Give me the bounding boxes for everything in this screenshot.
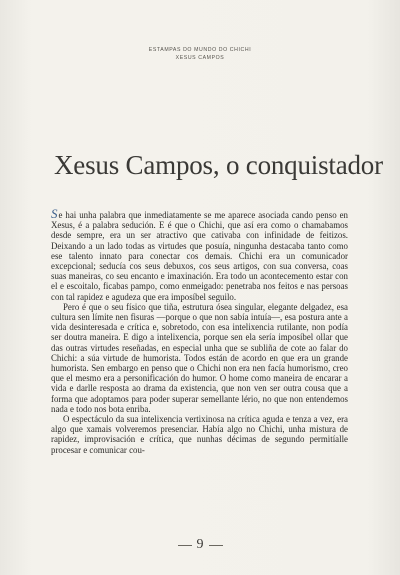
body-text: [51, 206, 348, 455]
paragraph-1-text: e hai unha palabra que inmediatamente se me aparece asociada cando penso en Xesus, é a palabra sedución. E é que o Chichi, que así era como o chamabamos desde sempre, era un ser atractivo que cativaba con infinidade de feitizos. Deixando a un lado todas as virtudes que posuía, ningunha destacaba tanto como ese talento innato para conectar cos demais. Chichi era un comunicador excepcional; seducía cos seus debuxos, cos seus artigos, con sua conversa, coas suas maneiras, co seu encanto e imaxinación. Era todo un acontecemento estar con el e escoitalo, ficabas pampo, como enmeigado: penetraba nos feitos e nas persoas con tal rapidez e agudeza que era imposíbel seguilo.: [51, 210, 348, 302]
running-head: [0, 46, 400, 62]
paragraph-3: O espectáculo da sua intelixencia vertixinosa na crítica aguda e tenza a vez, era algo que xamais volveremos presenciar. Había algo no Chichi, unha mistura de rapidez, improvisación e crítica, que nunhas décimas de segundo permitíalle procesar e comunicar cou-: [51, 414, 348, 455]
folio-dash-left: [178, 545, 192, 546]
running-head-line-1: ESTAMPAS DO MUNDO DO CHICHI: [148, 47, 252, 53]
chapter-title: Xesus Campos, o conquistador: [54, 150, 383, 180]
paragraph-1: [51, 206, 348, 302]
page-number: [0, 537, 400, 553]
drop-cap: S: [51, 206, 58, 221]
running-head-line-2: XESUS CAMPOS: [175, 55, 225, 61]
page-number-value: 9: [196, 537, 204, 552]
paragraph-2: Pero é que o seu físico que tiña, estrutura ósea singular, elegante delgadez, esa cultura sen límite nen fisuras —porque o que non sabía intuía—, esa postura ante a vida desinteresada e crítica e, sobretodo, con esa intelixencia rutilante, non podía ser doutra maneira. E digo a intelixencia, porque sen ela sería imposíbel ollar que das outras virtudes reseñadas, en especial unha que se subliña de cote ao falar do Chichi: a súa virtude de humorista. Todos están de acordo en que era un grande humorista. Sen embargo en penso que o Chichi non era nen facía humorismo, creo que el mesmo era a personificación do humor. O home como maneira de encarar a vida e darlle resposta ao drama da existencia, que non ven ser outra cousa que a forma que adoptamos para poder superar semellante lério, no que non entendemos nada e todo nos bota enriba.: [51, 301, 348, 414]
folio-dash-right: [209, 545, 223, 546]
